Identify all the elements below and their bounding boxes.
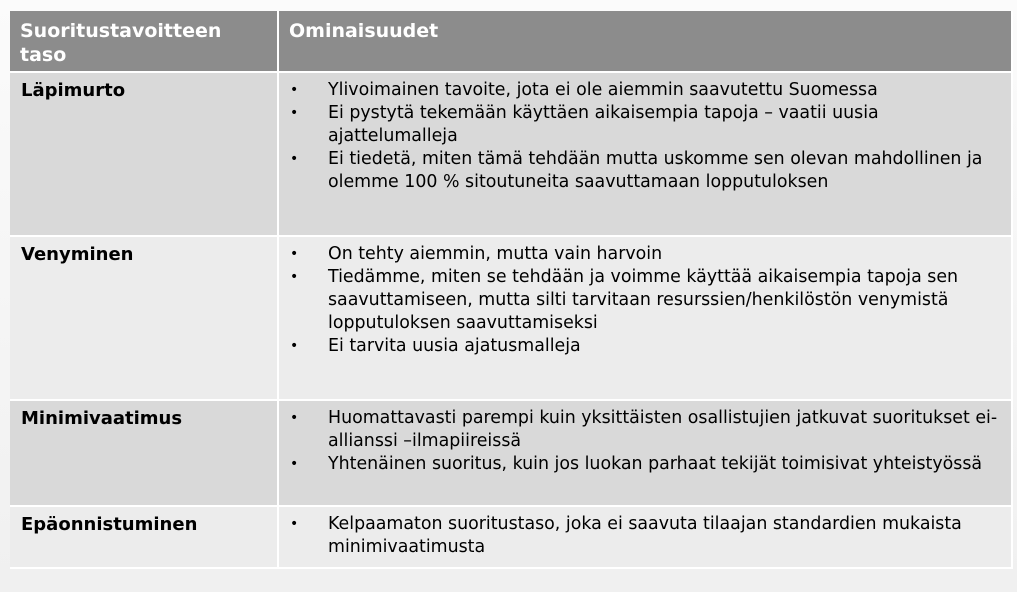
list-item-text: On tehty aiemmin, mutta vain harvoin xyxy=(328,244,663,264)
table-row xyxy=(10,400,1012,506)
level-label: Läpimurto xyxy=(21,80,126,101)
list-item-text: Kelpaamaton suoritustaso, joka ei saavuta tilaajan standardien mukaista minimivaatimusta xyxy=(328,514,962,557)
level-label: Minimivaatimus xyxy=(21,408,183,429)
properties-list xyxy=(279,401,1011,476)
table-header-row xyxy=(10,11,1012,72)
list-item-text: Ei pystytä tekemään käyttäen aikaisempia tapoja – vaatii uusia ajattelumalleja xyxy=(328,103,879,146)
list-item xyxy=(290,513,1003,559)
list-item-text: Yhtenäinen suoritus, kuin jos luokan parhaat tekijät toimisivat yhteistyössä xyxy=(328,454,983,474)
list-item-text: Ylivoimainen tavoite, jota ei ole aiemmin saavutettu Suomessa xyxy=(328,80,878,100)
properties-cell xyxy=(278,72,1012,236)
level-cell xyxy=(10,72,278,236)
header-level xyxy=(10,11,278,72)
level-label: Venyminen xyxy=(21,244,134,265)
list-item xyxy=(290,335,1003,358)
header-level-text: Suoritustavoitteen taso xyxy=(20,20,222,66)
table-row xyxy=(10,72,1012,236)
properties-list xyxy=(279,507,1011,559)
list-item xyxy=(290,148,1003,194)
list-item xyxy=(290,453,1003,476)
list-item xyxy=(290,102,1003,148)
table-row xyxy=(10,506,1012,568)
header-properties xyxy=(278,11,1012,72)
list-item-text: Ei tarvita uusia ajatusmalleja xyxy=(328,336,581,356)
level-label: Epäonnistuminen xyxy=(21,514,198,535)
header-properties-text: Ominaisuudet xyxy=(289,20,439,42)
level-cell xyxy=(10,236,278,400)
bullet-icon: • xyxy=(290,246,299,262)
list-item-text: Huomattavasti parempi kuin yksittäisten osallistujien jatkuvat suoritukset ei-allianssi –ilmapiireissä xyxy=(328,408,998,451)
bullet-icon: • xyxy=(290,269,299,285)
bullet-icon: • xyxy=(290,82,299,98)
list-item xyxy=(290,79,1003,102)
bullet-icon: • xyxy=(290,338,299,354)
properties-list xyxy=(279,237,1011,358)
table-row xyxy=(10,236,1012,400)
bullet-icon: • xyxy=(290,516,299,532)
properties-list xyxy=(279,73,1011,194)
level-cell xyxy=(10,400,278,506)
list-item xyxy=(290,243,1003,266)
list-item-text: Tiedämme, miten se tehdään ja voimme käyttää aikaisempia tapoja sen saavuttamiseen, mutta silti tarvitaan resurssien/henkilöstön venymistä lopputuloksen saavuttamiseksi xyxy=(328,267,959,333)
performance-target-table xyxy=(10,11,1013,569)
bullet-icon: • xyxy=(290,456,299,472)
properties-cell xyxy=(278,506,1012,568)
level-cell xyxy=(10,506,278,568)
list-item-text: Ei tiedetä, miten tämä tehdään mutta uskomme sen olevan mahdollinen ja olemme 100 % sitoutuneita saavuttamaan lopputuloksen xyxy=(328,149,983,192)
list-item xyxy=(290,407,1003,453)
bullet-icon: • xyxy=(290,151,299,167)
properties-cell xyxy=(278,400,1012,506)
list-item xyxy=(290,266,1003,335)
properties-cell xyxy=(278,236,1012,400)
bullet-icon: • xyxy=(290,410,299,426)
bullet-icon: • xyxy=(290,105,299,121)
